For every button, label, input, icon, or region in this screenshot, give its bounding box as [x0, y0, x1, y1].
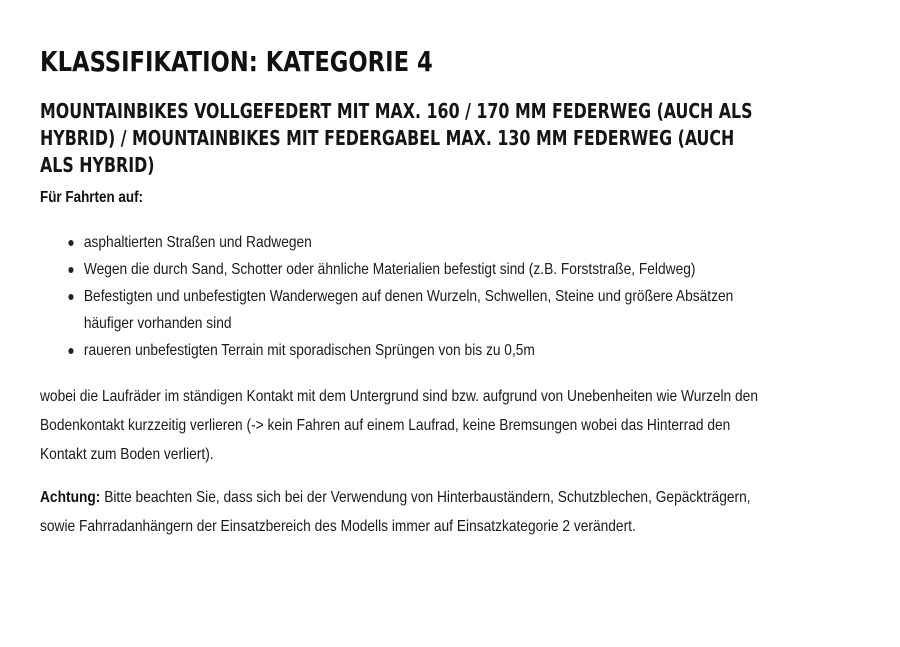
- category-subtitle: MOUNTAINBIKES VOLLGEFEDERT MIT MAX. 160 / 170 MM FEDERWEG (AUCH ALS HYBRID) / MOUNTAINBIKES MIT FEDERGABEL MAX. 130 MM FEDERWEG (AUCH ALS HYBRID): [40, 99, 753, 178]
- list-item: [40, 256, 771, 283]
- attention-text: Bitte beachten Sie, dass sich bei der Verwendung von Hinterbauständern, Schutzblechen, Gepäckträgern, sowie Fahrradanhängern der Einsatzbereich des Modells immer auf Einsatzkategorie 2 verändert.: [40, 489, 751, 536]
- list-item: [40, 283, 771, 337]
- list-item-text: raueren unbefestigten Terrain mit sporadischen Sprüngen von bis zu 0,5m: [83, 342, 535, 360]
- usage-intro: Für Fahrten auf:: [40, 189, 144, 207]
- classification-content: [40, 46, 780, 541]
- usage-list: [40, 229, 771, 364]
- list-item-text: asphaltierten Straßen und Radwegen: [83, 234, 312, 252]
- bullet-icon: [68, 267, 73, 273]
- list-item: [40, 337, 771, 364]
- list-item-text: Wegen die durch Sand, Schotter oder ähnliche Materialien befestigt sind (z.B. Forststraße, Feldweg): [83, 261, 696, 279]
- bullet-icon: [68, 240, 73, 246]
- list-item-text: Befestigten und unbefestigten Wanderwegen auf denen Wurzeln, Schwellen, Steine und größere Absätzen häufiger vorhanden sind: [83, 288, 734, 333]
- bullet-icon: [68, 294, 73, 300]
- attention-note: [40, 483, 780, 541]
- contact-paragraph: wobei die Laufräder im ständigen Kontakt mit dem Untergrund sind bzw. aufgrund von Unebenheiten wie Wurzeln den Bodenkontakt kurzzeitig verlieren (-> kein Fahren auf einem Laufrad, keine Bremsungen wobei das Hinterrad den Kontakt zum Boden verliert).: [40, 388, 758, 464]
- page-title: KLASSIFIKATION: KATEGORIE 4: [40, 45, 433, 78]
- attention-label: Achtung:: [40, 489, 101, 507]
- bullet-icon: [68, 348, 73, 354]
- list-item: [40, 229, 771, 256]
